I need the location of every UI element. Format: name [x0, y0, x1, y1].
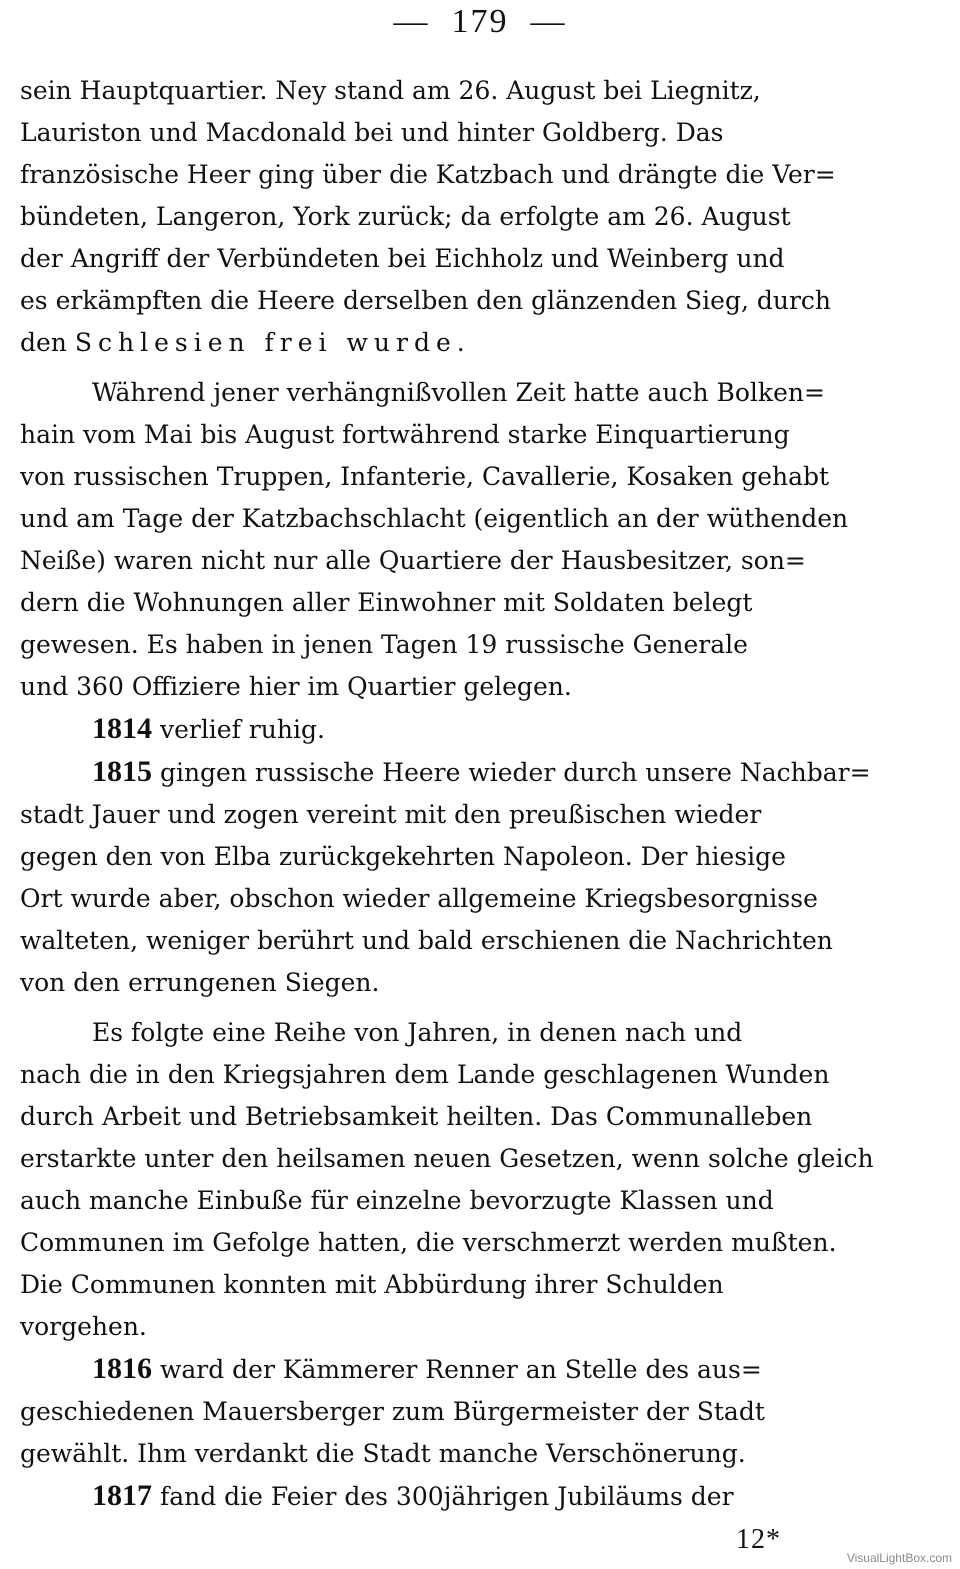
year-label: 1814	[92, 712, 152, 745]
text-line: gewesen. Es haben in jenen Tagen 19 russische Generale	[20, 630, 748, 659]
text-line-start: den	[20, 328, 75, 357]
text-line: stadt Jauer und zogen vereint mit den preußischen wieder	[20, 800, 762, 829]
text-line: erstarkte unter den heilsamen neuen Gesetzen, wenn solche gleich	[20, 1144, 874, 1173]
paragraph-1814	[20, 708, 938, 751]
paragraph-5	[20, 1012, 938, 1348]
text-line	[20, 1348, 938, 1391]
text-line	[20, 708, 938, 751]
year-label: 1816	[92, 1352, 152, 1385]
text-line	[20, 751, 938, 794]
text-line: Communen im Gefolge hatten, die verschmerzt werden mußten.	[20, 1228, 837, 1257]
paragraph-1816	[20, 1348, 938, 1475]
paragraph-2	[20, 372, 938, 708]
text-line: vorgehen.	[20, 1312, 147, 1341]
watermark: VisualLightBox.com	[846, 1551, 952, 1565]
text-line: französische Heer ging über die Katzbach und drängte die Ver=	[20, 160, 836, 189]
text-line	[20, 1475, 938, 1518]
paragraph-1817	[20, 1475, 938, 1518]
text-line-rest: verlief ruhig.	[152, 715, 325, 744]
text-line: dern die Wohnungen aller Einwohner mit Soldaten belegt	[20, 588, 753, 617]
text-line: der Angriff der Verbündeten bei Eichholz und Weinberg und	[20, 244, 785, 273]
spaced-emphasis: Schlesien frei wurde.	[74, 328, 471, 357]
text-line: walteten, weniger berührt und bald erschienen die Nachrichten	[20, 926, 833, 955]
header-dash-right: —	[530, 3, 567, 40]
paragraph-1	[20, 70, 938, 364]
text-line: gewählt. Ihm verdankt die Stadt manche Verschönerung.	[20, 1439, 746, 1468]
text-line: hain vom Mai bis August fortwährend starke Einquartierung	[20, 420, 790, 449]
text-line: Es folgte eine Reihe von Jahren, in denen nach und	[92, 1018, 743, 1047]
body-text	[20, 70, 938, 1518]
signature-mark: 12*	[736, 1524, 781, 1555]
text-line: Lauriston und Macdonald bei und hinter Goldberg. Das	[20, 118, 724, 147]
text-line: Die Communen konnten mit Abbürdung ihrer Schulden	[20, 1270, 724, 1299]
text-line: von den errungenen Siegen.	[20, 968, 380, 997]
page-header	[0, 2, 960, 42]
text-line: durch Arbeit und Betriebsamkeit heilten. Das Communalleben	[20, 1102, 813, 1131]
text-line: und am Tage der Katzbachschlacht (eigentlich an der wüthenden	[20, 504, 849, 533]
text-line	[20, 322, 938, 364]
text-line: es erkämpften die Heere derselben den glänzenden Sieg, durch	[20, 286, 831, 315]
text-line: und 360 Offiziere hier im Quartier gelegen.	[20, 672, 572, 701]
text-line: bündeten, Langeron, York zurück; da erfolgte am 26. August	[20, 202, 791, 231]
paragraph-1815	[20, 751, 938, 1004]
text-line: auch manche Einbuße für einzelne bevorzugte Klassen und	[20, 1186, 774, 1215]
text-line-rest: gingen russische Heere wieder durch unsere Nachbar=	[152, 758, 871, 787]
page-number: 179	[451, 3, 509, 40]
text-line: geschiedenen Mauersberger zum Bürgermeister der Stadt	[20, 1397, 765, 1426]
text-line: Neiße) waren nicht nur alle Quartiere der Hausbesitzer, son=	[20, 546, 806, 575]
text-line: sein Hauptquartier. Ney stand am 26. August bei Liegnitz,	[20, 76, 761, 105]
text-line: von russischen Truppen, Infanterie, Cavallerie, Kosaken gehabt	[20, 462, 830, 491]
text-line-rest: ward der Kämmerer Renner an Stelle des aus=	[152, 1355, 762, 1384]
text-line: gegen den von Elba zurückgekehrten Napoleon. Der hiesige	[20, 842, 786, 871]
year-label: 1815	[92, 755, 152, 788]
text-line: Während jener verhängnißvollen Zeit hatte auch Bolken=	[92, 378, 825, 407]
header-dash-left: —	[393, 3, 430, 40]
text-line-rest: fand die Feier des 300jährigen Jubiläums der	[152, 1482, 734, 1511]
year-label: 1817	[92, 1479, 152, 1512]
text-line: nach die in den Kriegsjahren dem Lande geschlagenen Wunden	[20, 1060, 830, 1089]
text-line: Ort wurde aber, obschon wieder allgemeine Kriegsbesorgnisse	[20, 884, 818, 913]
